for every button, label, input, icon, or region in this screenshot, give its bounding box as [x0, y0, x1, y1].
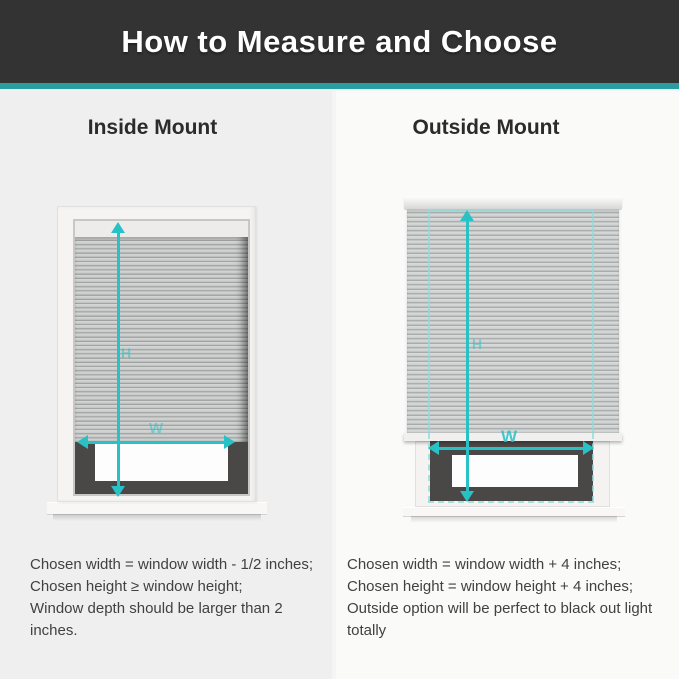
height-arrow: [466, 220, 469, 492]
guide-line-window-right: [592, 209, 594, 433]
inside-mount-illustration: [47, 196, 267, 531]
arrowhead-left-icon: [428, 441, 439, 455]
note-line: Outside option will be perfect to black out light totally: [347, 600, 653, 639]
header-bar: [0, 0, 679, 83]
shade-headrail: [404, 196, 622, 209]
height-arrow: [117, 232, 120, 487]
width-label: W: [501, 427, 518, 446]
note-line: Chosen width = window width + 4 inches;: [347, 556, 622, 573]
sill-shadow: [53, 514, 261, 521]
cellular-shade: [407, 209, 619, 433]
arrowhead-left-icon: [77, 435, 88, 449]
height-label: H: [472, 336, 483, 352]
page-title: How to Measure and Choose: [121, 23, 558, 59]
headrail-recess: [75, 221, 248, 237]
width-label: W: [149, 420, 164, 437]
guide-dash-sill: [428, 501, 594, 503]
note-line: Chosen height = window height + 4 inches;: [347, 578, 634, 595]
sill-shadow: [411, 516, 617, 523]
outside-mount-notes: [347, 554, 677, 642]
inside-mount-notes: [30, 554, 330, 642]
outside-mount-title: Outside Mount: [412, 116, 560, 139]
window-pane: [95, 442, 228, 481]
height-label: H: [121, 345, 132, 361]
window-sill: [47, 502, 267, 514]
outside-mount-illustration: [395, 190, 635, 530]
arrowhead-down-icon: [111, 486, 125, 497]
note-line: Window depth should be larger than 2 inches.: [30, 600, 283, 639]
arrowhead-up-icon: [460, 210, 474, 221]
guide-line-window-top: [428, 209, 594, 211]
inside-mount-title: Inside Mount: [87, 116, 218, 139]
window-pane: [452, 455, 578, 487]
cellular-shade: [75, 237, 248, 442]
window-sill: [403, 507, 625, 516]
note-line: Chosen width = window width - 1/2 inches;: [30, 556, 314, 573]
arrowhead-up-icon: [111, 222, 125, 233]
arrowhead-right-icon: [224, 435, 235, 449]
guide-line-window-left: [428, 209, 430, 433]
window-opening: [75, 221, 248, 494]
width-arrow: [86, 441, 226, 444]
note-line: Chosen height ≥ window height;: [30, 578, 243, 595]
arrowhead-down-icon: [460, 491, 474, 502]
width-arrow: [437, 447, 585, 450]
arrowhead-right-icon: [583, 441, 594, 455]
